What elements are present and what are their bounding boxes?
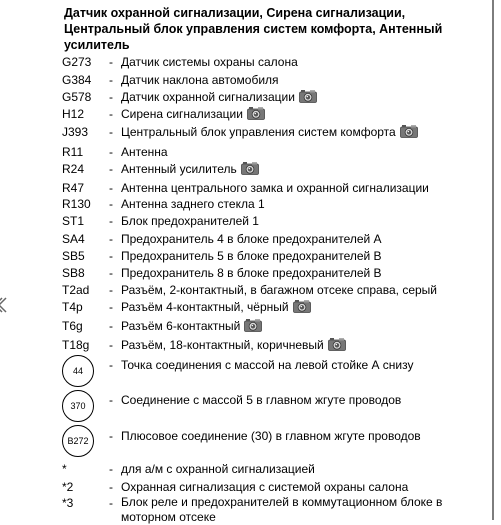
footnote-text: Охранная сигнализация с системой охраны салона: [121, 480, 409, 494]
footnote-text: для а/м с охранной сигнализацией: [121, 462, 315, 476]
camera-icon[interactable]: [241, 161, 259, 175]
component-description: [121, 282, 437, 299]
ground-point-circle: [62, 355, 94, 387]
component-description-text: Разъём, 2-контактный, в багажном отсеке справа, серый: [121, 283, 437, 297]
component-code: R130: [62, 197, 91, 211]
ground-point-circle: [62, 390, 94, 422]
separator-dash: -: [109, 393, 113, 407]
footnote-mark: *3: [62, 496, 74, 510]
component-description-text: Разъём 6-контактный: [121, 319, 241, 333]
legend-heading: Датчик охранной сигнализации, Сирена сигнализации, Центральный блок управления систем комфорта, Антенный усилитель: [64, 6, 443, 52]
separator-dash: -: [109, 249, 113, 263]
component-description-text: Антенна центрального замка и охранной сигнализации: [121, 181, 429, 195]
footnote-text: Блок реле и предохранителей в коммутационном блоке в моторном отсеке: [121, 495, 443, 524]
separator-dash: -: [109, 496, 113, 510]
separator-dash: -: [109, 462, 113, 476]
component-description: [121, 196, 265, 213]
separator-dash: -: [109, 338, 113, 352]
component-description: [121, 337, 346, 354]
separator-dash: -: [109, 283, 113, 297]
separator-dash: -: [109, 162, 113, 176]
camera-icon[interactable]: [244, 318, 262, 332]
component-description: [121, 161, 259, 178]
component-code: H12: [62, 107, 85, 121]
separator-dash: -: [109, 55, 113, 69]
component-code: T6g: [62, 319, 83, 333]
component-description: [121, 265, 382, 282]
component-description-text: Сирена сигнализации: [121, 107, 243, 121]
camera-icon[interactable]: [400, 124, 418, 138]
separator-dash: -: [109, 480, 113, 494]
component-description-text: Антенна: [121, 145, 168, 159]
component-description-text: Предохранитель 5 в блоке предохранителей B: [121, 249, 382, 263]
component-description: [121, 54, 298, 71]
component-code: R11: [62, 145, 84, 159]
separator-dash: -: [109, 125, 113, 139]
component-code: ST1: [62, 214, 85, 228]
component-description: [121, 248, 382, 265]
ground-point-description: Соединение с массой 5 в главном жгуте проводов: [121, 393, 402, 407]
right-border: [492, 0, 494, 520]
camera-icon[interactable]: [293, 299, 311, 313]
component-code: J393: [62, 125, 89, 139]
component-description: [121, 180, 429, 197]
component-code: SA4: [62, 232, 85, 246]
separator-dash: -: [109, 429, 113, 443]
component-description-text: Антенный усилитель: [121, 162, 237, 176]
separator-dash: -: [109, 197, 113, 211]
separator-dash: -: [109, 358, 113, 372]
ground-point-circle: [62, 425, 94, 457]
component-description-text: Антенна заднего стекла 1: [121, 197, 265, 211]
component-description-text: Блок предохранителей 1: [121, 214, 259, 228]
separator-dash: -: [109, 300, 113, 314]
separator-dash: -: [109, 145, 113, 159]
component-description-text: Предохранитель 4 в блоке предохранителей A: [121, 232, 382, 246]
footnote-mark: *: [62, 462, 67, 476]
component-code: T18g: [62, 338, 90, 352]
ground-point-label: 370: [70, 401, 86, 411]
separator-dash: -: [109, 181, 113, 195]
separator-dash: -: [109, 214, 113, 228]
component-code: G578: [62, 90, 92, 104]
component-description-text: Датчик наклона автомобиля: [121, 73, 279, 87]
component-code: T2ad: [62, 283, 90, 297]
component-description-text: Датчик системы охраны салона: [121, 55, 298, 69]
component-description: [121, 231, 382, 248]
component-code: SB8: [62, 266, 85, 280]
component-code: R47: [62, 181, 85, 195]
arrow-left-icon[interactable]: [0, 297, 8, 313]
ground-point-label: B272: [67, 436, 89, 446]
camera-icon[interactable]: [299, 89, 317, 103]
component-description-text: Разъём 4-контактный, чёрный: [121, 300, 289, 314]
component-code: G384: [62, 73, 92, 87]
component-description: [121, 72, 279, 89]
separator-dash: -: [109, 266, 113, 280]
component-description: [121, 213, 259, 230]
camera-icon[interactable]: [328, 337, 346, 351]
separator-dash: -: [109, 232, 113, 246]
separator-dash: -: [109, 73, 113, 87]
separator-dash: -: [109, 107, 113, 121]
component-description: [121, 318, 262, 335]
component-code: T4p: [62, 300, 83, 314]
separator-dash: -: [109, 90, 113, 104]
component-description: [121, 124, 418, 141]
ground-point-label: 44: [72, 366, 83, 376]
component-description: [121, 144, 168, 161]
component-description: [121, 89, 317, 106]
component-description-text: Датчик охранной сигнализации: [121, 90, 295, 104]
footnote-mark: *2: [62, 480, 74, 494]
component-code: R24: [62, 162, 85, 176]
component-description-text: Предохранитель 8 в блоке предохранителей B: [121, 266, 382, 280]
component-description-text: Центральный блок управления систем комфорта: [121, 125, 396, 139]
separator-dash: -: [109, 319, 113, 333]
component-code: SB5: [62, 249, 85, 263]
component-description: [121, 106, 265, 123]
ground-point-description: Плюсовое соединение (30) в главном жгуте проводов: [121, 429, 421, 443]
component-description-text: Разъём, 18-контактный, коричневый: [121, 338, 324, 352]
camera-icon[interactable]: [247, 106, 265, 120]
component-description: [121, 299, 311, 316]
component-code: G273: [62, 55, 92, 69]
ground-point-description: Точка соединения с массой на левой стойке А снизу: [121, 358, 414, 372]
